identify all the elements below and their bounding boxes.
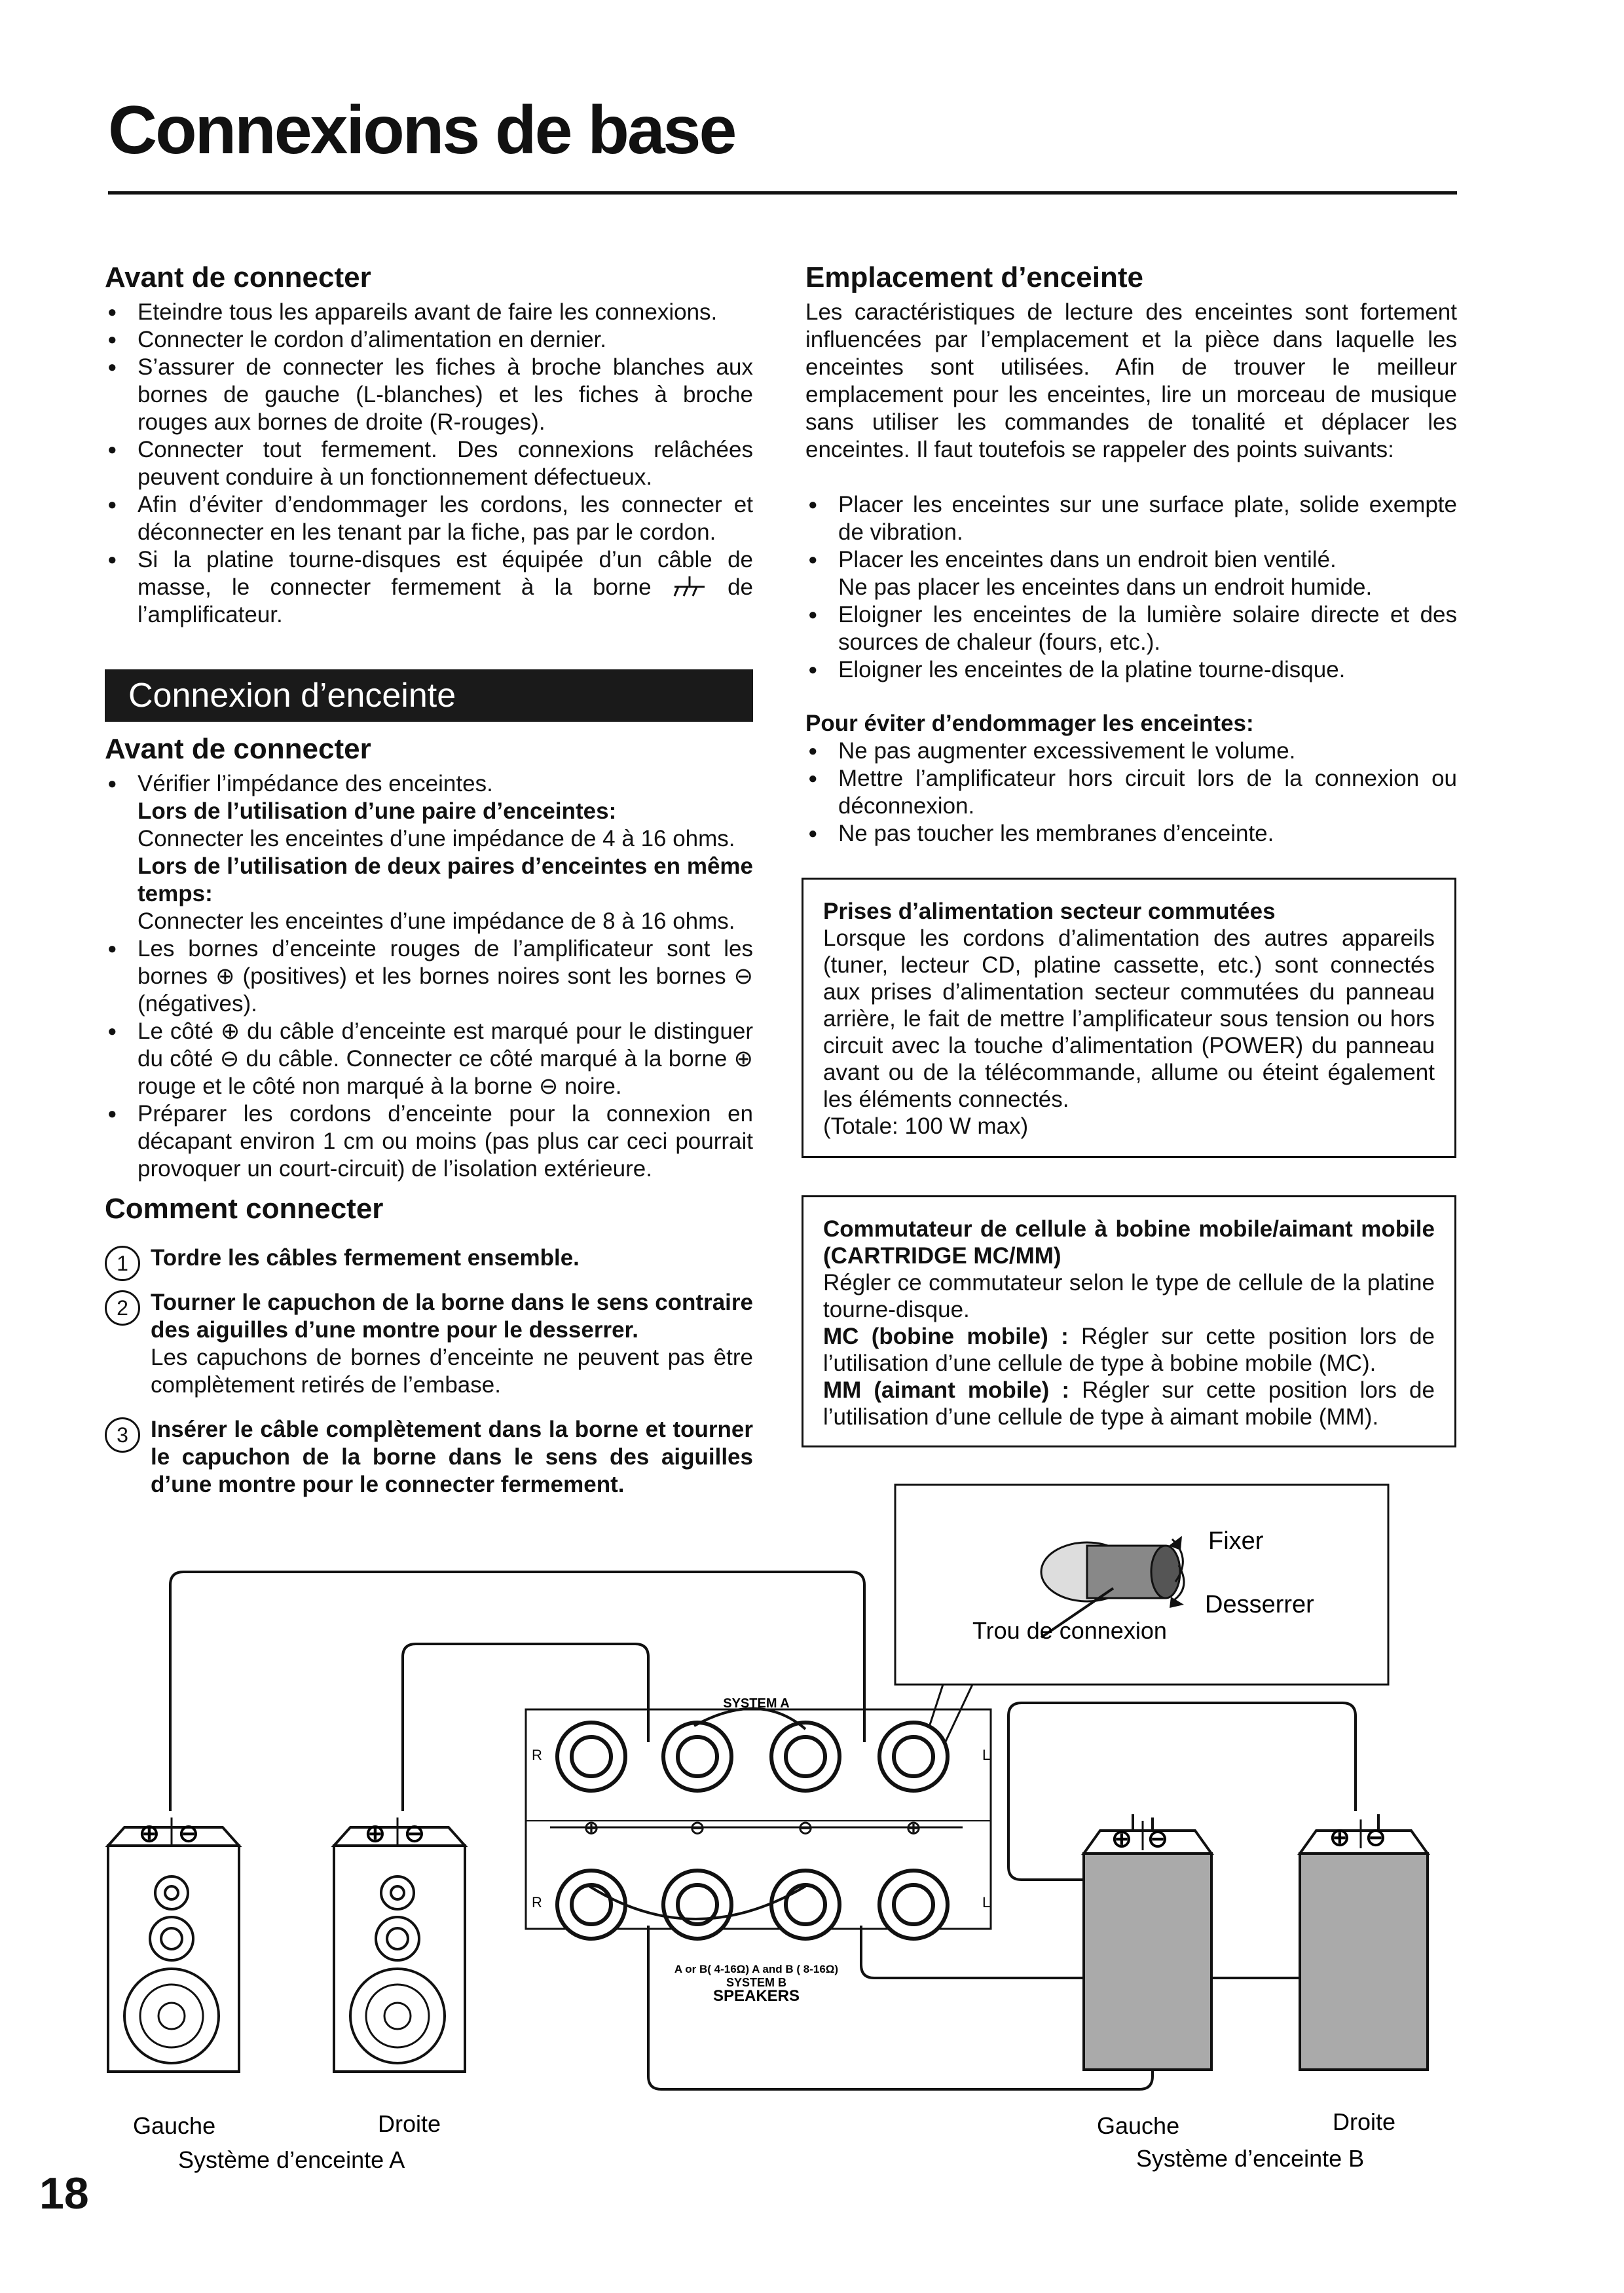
mm-label: MM (aimant mobile) : — [823, 1377, 1070, 1403]
speakers-label: SPEAKERS — [712, 1987, 800, 2005]
plus-sign: ⊕ — [583, 1818, 599, 1838]
r-label: R — [532, 1894, 542, 1911]
box-heading: Commutateur de cellule à bobine mobile/aimant mobile (CARTRIDGE MC/MM) — [823, 1216, 1435, 1269]
box-text: Lorsque les cordons d’alimentation des autres appareils (tuner, lecteur CD, platine cassette, etc.) sont connectés aux prises d’alimentation secteur commutées du panneau arrière, le fait de mettre l’amplificateur sous tension ou hors circuit avec la touche d’alimentation (POWER) du panneau avant ou de la télécommande, allume ou éteint également les éléments connectés. — [823, 925, 1435, 1112]
section-heading: Avant de connecter — [105, 733, 371, 765]
list-item: ● Placer les enceintes sur une surface plate, solide exempte de vibration. — [805, 491, 1457, 546]
section-heading: Avant de connecter — [105, 261, 371, 293]
minus-sign: ⊖ — [1365, 1824, 1386, 1852]
list-item: ● Eteindre tous les appareils avant de faire les connexions. — [105, 299, 753, 326]
plus-sign: ⊕ — [365, 1820, 386, 1848]
step-title: Tordre les câbles fermement ensemble. — [151, 1245, 580, 1271]
bullet-list — [105, 299, 753, 629]
minus-sign: ⊖ — [798, 1818, 813, 1838]
minus-sign: ⊖ — [178, 1820, 199, 1848]
ventilation-item: ● Placer les enceintes dans un endroit bien ventilé. — [838, 547, 1337, 572]
terminal-knobs — [557, 1723, 948, 1939]
speaker-b-right — [1300, 1831, 1428, 2070]
list-item-ground — [105, 546, 753, 629]
mc-setting — [823, 1323, 1435, 1377]
mm-text: Régler sur cette position lors de l’utilisation d’une cellule de type à aimant mobile (MM). — [823, 1377, 1435, 1430]
list-item: ● Ne pas augmenter excessivement le volume. — [805, 737, 1457, 765]
section-avant-connecter-enceinte — [105, 732, 753, 1183]
list-item: ● Le côté ⊕ du câble d’enceinte est marqué pour le distinguer du côté ⊖ du câble. Connecter ce côté marqué à la borne ⊕ rouge et le côté non marqué à la borne ⊖ noire. — [105, 1018, 753, 1100]
box-heading: Prises d’alimentation secteur commutées — [823, 899, 1276, 924]
list-item: ● Eloigner les enceintes de la lumière solaire directe et des sources de chaleur (fours, etc.). — [805, 601, 1457, 656]
step-text: Les capuchons de bornes d’enceinte ne peuvent pas être complètement retirés de l’embase. — [151, 1345, 753, 1398]
page-number: 18 — [39, 2169, 89, 2218]
r-label: R — [532, 1747, 542, 1763]
step-title: Tourner le capuchon de la borne dans le sens contraire des aiguilles d’une montre pour le desserrer. — [151, 1290, 753, 1343]
plus-sign: ⊕ — [1329, 1824, 1350, 1852]
systeme-a-label: Système d’enceinte A — [178, 2146, 405, 2173]
gauche-a-label: Gauche — [133, 2112, 216, 2139]
mc-text: Régler sur cette position lors de l’utilisation d’une cellule de type à bobine mobile (MC). — [823, 1324, 1435, 1376]
plus-sign: ⊕ — [1111, 1825, 1132, 1853]
step-1 — [105, 1244, 753, 1275]
minus-sign: ⊖ — [690, 1818, 705, 1838]
speaker-a-left — [108, 1827, 239, 2072]
step-number: 1 — [105, 1246, 140, 1281]
list-item: ● Préparer les cordons d’enceinte pour la connexion en décapant environ 1 cm ou moins (pas plus car ceci pourrait provoquer un court-circuit) de l’isolation extérieure. — [105, 1100, 753, 1183]
plus-sign: ⊕ — [139, 1820, 160, 1848]
list-item: ● S’assurer de connecter les fiches à broche blanches aux bornes de gauche (L-blanches) et les fiches à broche rouges aux bornes de droite (R-rouges). — [105, 354, 753, 436]
list-item: ● Eloigner les enceintes de la platine tourne-disque. — [805, 656, 1457, 684]
step-2 — [105, 1289, 753, 1399]
step-title: Insérer le câble complètement dans la borne et tourner le capuchon de la borne dans le sens des aiguilles d’une montre pour le connecter fermement. — [151, 1417, 753, 1497]
eviter-heading: Pour éviter d’endommager les enceintes: — [805, 711, 1254, 736]
speaker-a-right — [334, 1827, 465, 2072]
list-item: ● Ne pas toucher les membranes d’enceinte. — [805, 820, 1457, 848]
fixer-label: Fixer — [1208, 1527, 1264, 1555]
box-text: Régler ce commutateur selon le type de cellule de la platine tourne-disque. — [823, 1270, 1435, 1322]
plus-sign: ⊕ — [906, 1818, 921, 1838]
bullet-list — [105, 770, 753, 1183]
page-title: Connexions de base — [108, 92, 735, 168]
minus-sign: ⊖ — [1147, 1825, 1168, 1853]
impedance-check: ● Vérifier l’impédance des enceintes. — [138, 771, 493, 796]
section-heading: Comment connecter — [105, 1193, 384, 1225]
trou-label: Trou de connexion — [972, 1617, 1167, 1644]
mm-setting — [823, 1377, 1435, 1430]
speaker-connection-diagram — [0, 1467, 1624, 2188]
one-pair-label: Lors de l’utilisation d’une paire d’enceintes: — [138, 798, 617, 824]
droite-b-label: Droite — [1333, 2108, 1396, 2135]
cartridge-box — [802, 1195, 1456, 1447]
section-banner: Connexion d’enceinte — [105, 669, 753, 722]
section-heading: Emplacement d’enceinte — [805, 261, 1143, 293]
prises-box — [802, 878, 1456, 1158]
bullet-list — [805, 491, 1457, 684]
bullet-list — [805, 737, 1457, 848]
section-emplacement — [805, 261, 1457, 848]
mc-label: MC (bobine mobile) : — [823, 1324, 1069, 1349]
list-item — [805, 546, 1457, 601]
list-item — [105, 770, 753, 935]
list-item: ● Mettre l’amplificateur hors circuit lors de la connexion ou déconnexion. — [805, 765, 1457, 820]
impedance-note: A or B( 4-16Ω) A and B ( 8-16Ω) — [674, 1963, 839, 1975]
ground-text-after: de l’amplificateur. — [138, 574, 753, 627]
system-b-label: SYSTEM B — [726, 1976, 787, 1989]
step-number: 2 — [105, 1290, 140, 1326]
two-pairs-text: Connecter les enceintes d’une impédance de 8 à 16 ohms. — [138, 908, 735, 934]
l-label: L — [982, 1894, 991, 1911]
section-avant-connecter — [105, 261, 753, 629]
list-item: ● Connecter tout fermement. Des connexions relâchées peuvent conduire à un fonctionnement défectueux. — [105, 436, 753, 491]
gauche-b-label: Gauche — [1097, 2112, 1180, 2139]
minus-sign: ⊖ — [404, 1820, 425, 1848]
desserrer-label: Desserrer — [1205, 1591, 1314, 1618]
systeme-b-label: Système d’enceinte B — [1136, 2145, 1365, 2172]
one-pair-text: Connecter les enceintes d’une impédance de 4 à 16 ohms. — [138, 826, 735, 851]
title-rule — [108, 191, 1457, 195]
l-label: L — [982, 1747, 991, 1763]
droite-a-label: Droite — [378, 2110, 441, 2137]
ground-symbol-icon — [672, 576, 707, 599]
box-total: (Totale: 100 W max) — [823, 1113, 1029, 1139]
two-pairs-label: Lors de l’utilisation de deux paires d’enceintes en même temps: — [138, 853, 753, 906]
intro-paragraph: Les caractéristiques de lecture des enceintes sont fortement influencées par l’emplacement et la pièce dans laquelle les enceintes sont utilisées. Afin de trouver le meilleur emplacement pour les enceintes, lire un morceau de musique sans utiliser les commandes de tonalité et déplacer les enceintes. Il faut toutefois se rappeler des points suivants: — [805, 299, 1457, 462]
list-item: ● Afin d’éviter d’endommager les cordons, les connecter et déconnecter en les tenant par la fiche, pas par le cordon. — [105, 491, 753, 546]
list-item: ● Les bornes d’enceinte rouges de l’amplificateur sont les bornes ⊕ (positives) et les bornes noires sont les bornes ⊖ (négatives). — [105, 935, 753, 1018]
list-item: ● Connecter le cordon d’alimentation en dernier. — [105, 326, 753, 354]
step-number: 3 — [105, 1417, 140, 1453]
ground-text-before: Si la platine tourne-disques est équipée d’un câble de masse, le connecter fermement à la borne — [138, 547, 753, 600]
speaker-b-left — [1084, 1831, 1211, 2070]
system-a-label: SYSTEM A — [723, 1696, 790, 1711]
humid-note: Ne pas placer les enceintes dans un endroit humide. — [838, 574, 1373, 600]
